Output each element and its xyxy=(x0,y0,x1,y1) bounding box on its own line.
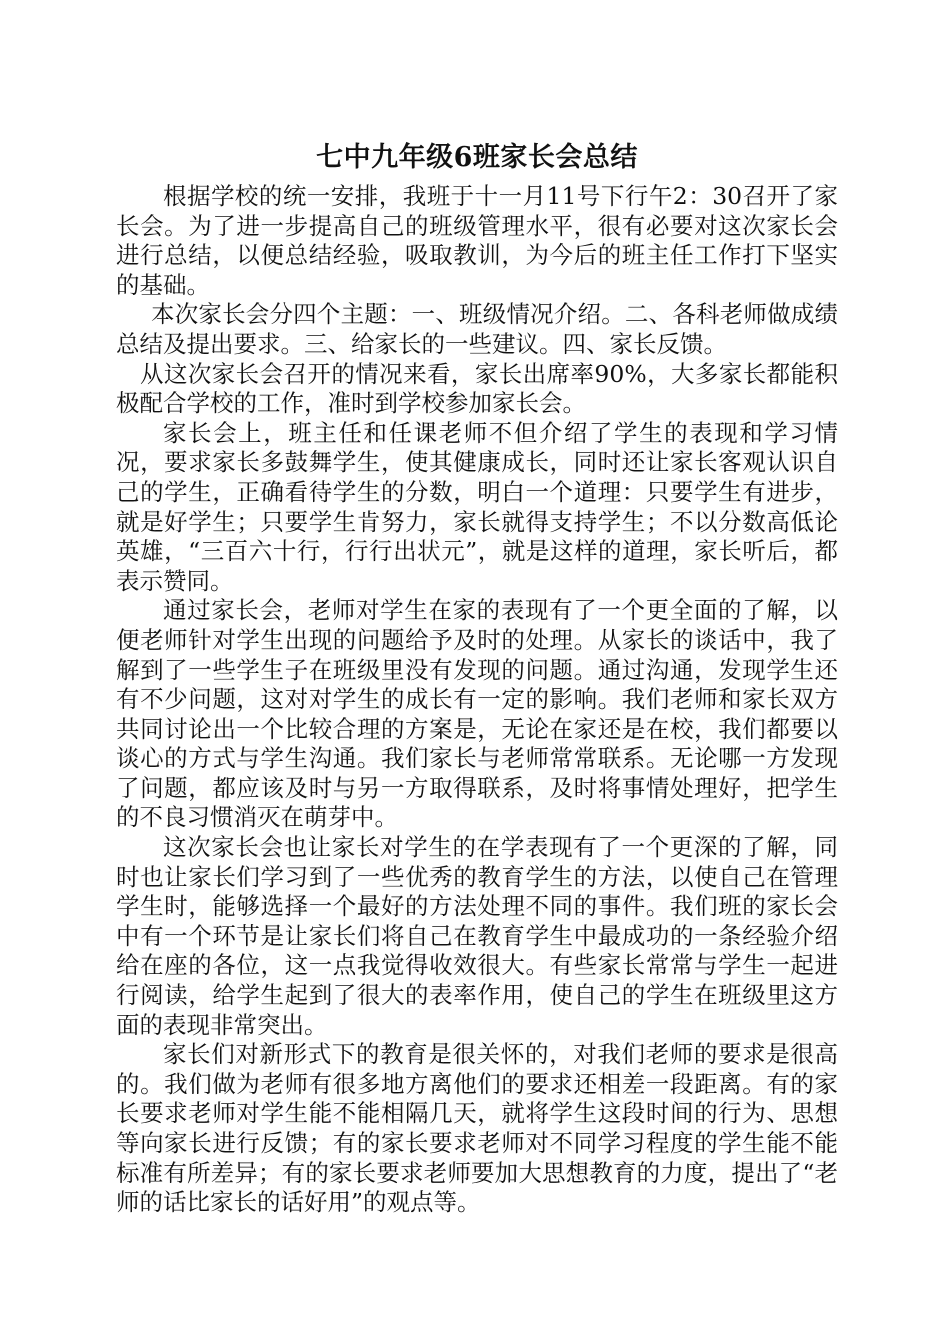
paragraph-topics: 本次家长会分四个主题：一、班级情况介绍。二、各科老师做成绩总结及提出要求。三、给家长的一些建议。四、家长反馈。 xyxy=(116,300,838,358)
document-title: 七中九年级6班家长会总结 xyxy=(316,142,638,173)
paragraph-intro: 根据学校的统一安排，我班于十一月11号下行午2：30召开了家长会。为了进一步提高自己的班级管理水平，很有必要对这次家长会进行总结，以便总结经验，吸取教训，为今后的班主任工作打下坚实的基础。 xyxy=(116,182,838,299)
paragraph-communication: 通过家长会，老师对学生在家的表现有了一个更全面的了解，以便老师针对学生出现的问题给予及时的处理。从家长的谈话中，我了解到了一些学生子在班级里没有发现的问题。通过沟通，发现学生还有不少问题，这对对学生的成长有一定的影响。我们老师和家长双方共同讨论出一个比较合理的方案是，无论在家还是在校，我们都要以谈心的方式与学生沟通。我们家长与老师常常联系。无论哪一方发现了问题，都应该及时与另一方取得联系，及时将事情处理好，把学生的不良习惯消灭在萌芽中。 xyxy=(116,596,838,832)
paragraph-meeting-content: 家长会上，班主任和任课老师不但介绍了学生的表现和学习情况，要求家长多鼓舞学生，使其健康成长，同时还让家长客观认识自己的学生，正确看待学生的分数，明白一个道理：只要学生有进步，就是好学生；只要学生肯努力，家长就得支持学生；不以分数高低论英雄，“三百六十行，行行出状元”，就是这样的道理，家长听后，都表示赞同。 xyxy=(116,418,838,595)
document-page xyxy=(116,138,838,1218)
paragraph-parent-requests: 家长们对新形式下的教育是很关怀的，对我们老师的要求是很高的。我们做为老师有很多地方离他们的要求还相差一段距离。有的家长要求老师对学生能不能相隔几天，就将学生这段时间的行为、思想等向家长进行反馈；有的家长要求老师对不同学习程度的学生能不能标准有所差异；有的家长要求老师要加大思想教育的力度，提出了“老师的话比家长的话好用”的观点等。 xyxy=(116,1040,838,1217)
paragraph-attendance: 从这次家长会召开的情况来看，家长出席率90%，大多家长都能积极配合学校的工作，准时到学校参加家长会。 xyxy=(116,359,838,418)
paragraph-parent-learning: 这次家长会也让家长对学生的在学表现有了一个更深的了解，同时也让家长们学习到了一些优秀的教育学生的方法，以使自己在管理学生时，能够选择一个最好的方法处理不同的事件。我们班的家长会中有一个环节是让家长们将自己在教育学生中最成功的一条经验介绍给在座的各位，这一点我觉得收效很大。有些家长常常与学生一起进行阅读，给学生起到了很大的表率作用，使自己的学生在班级里这方面的表现非常突出。 xyxy=(116,833,838,1039)
